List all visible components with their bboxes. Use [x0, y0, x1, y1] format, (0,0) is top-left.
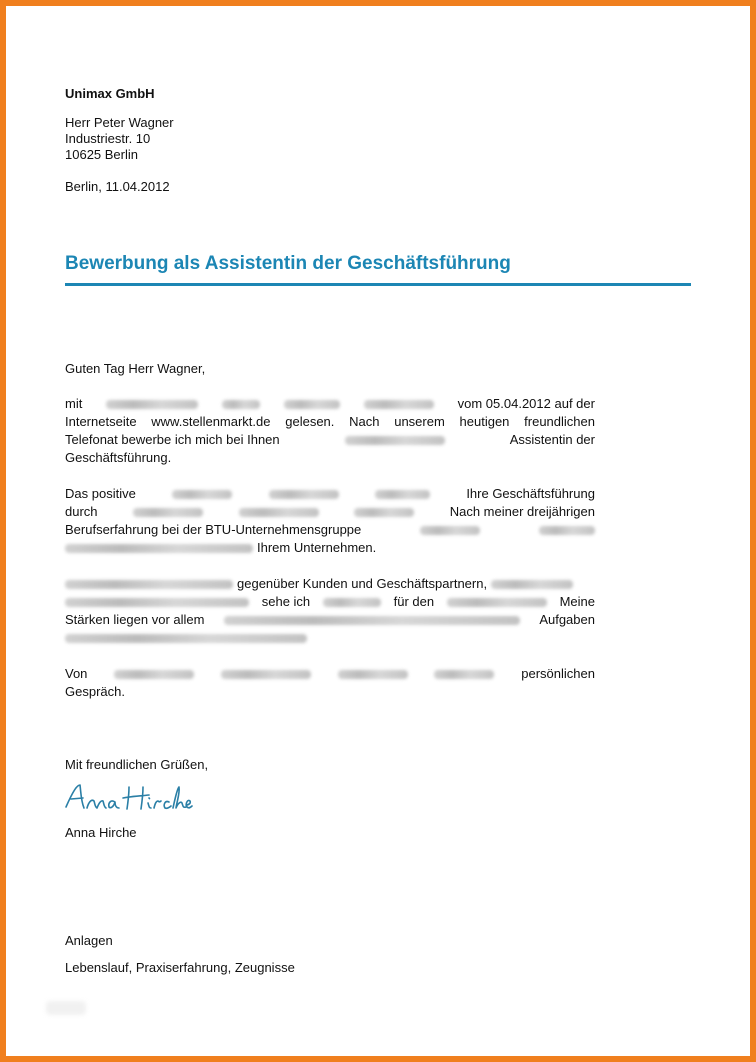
recipient-street: Industriestr. 10: [65, 131, 151, 146]
attachments-label: Anlagen: [65, 933, 113, 948]
p1-word: unserem: [394, 414, 445, 429]
redacted-text: [447, 598, 547, 607]
p1-text: Assistentin der: [509, 432, 595, 447]
redacted-text: [269, 490, 339, 499]
redacted-text: [65, 544, 253, 553]
p3-text: gegenüber Kunden und Geschäftspartnern,: [237, 576, 488, 591]
p1-text: Geschäftsführung.: [65, 450, 172, 465]
redacted-text: [172, 490, 232, 499]
p2-text: durch: [65, 504, 98, 519]
recipient-city: 10625 Berlin: [65, 147, 138, 162]
faint-watermark: [46, 1001, 86, 1015]
redacted-text: [434, 670, 494, 679]
redacted-text: [65, 580, 233, 589]
redacted-text: [65, 598, 249, 607]
redacted-text: [239, 508, 319, 517]
redacted-text: [364, 400, 434, 409]
subject-heading: Bewerbung als Assistentin der Geschäftsführung: [65, 253, 511, 274]
redacted-text: [106, 400, 198, 409]
p2-text: Das positive: [65, 486, 136, 501]
letter-page: [6, 6, 750, 1056]
redacted-text: [323, 598, 381, 607]
p3-text: für den: [393, 594, 435, 609]
p1-word: heutigen: [459, 414, 510, 429]
recipient-name: Herr Peter Wagner: [65, 115, 174, 130]
redacted-text: [345, 436, 445, 445]
p2-text: Ihrem Unternehmen.: [257, 540, 377, 555]
place-date: Berlin, 11.04.2012: [65, 179, 170, 194]
redacted-text: [224, 616, 520, 625]
p1-word: freundlichen: [524, 414, 595, 429]
p4-text: persönlichen: [521, 666, 595, 681]
subject-underline: [65, 283, 691, 286]
p3-text: Aufgaben: [539, 612, 595, 627]
p1-word: www.stellenmarkt.de: [151, 414, 271, 429]
p4-text: Gespräch.: [65, 684, 125, 699]
p3-text: sehe ich: [261, 594, 311, 609]
p1-text: Telefonat bewerbe ich mich bei Ihnen: [65, 432, 280, 447]
redacted-text: [114, 670, 194, 679]
paragraph-3: [65, 575, 595, 647]
redacted-text: [539, 526, 595, 535]
p1-word: Nach: [349, 414, 380, 429]
redacted-text: [284, 400, 340, 409]
redacted-text: [491, 580, 573, 589]
redacted-text: [65, 634, 307, 643]
p3-text: Meine: [559, 594, 595, 609]
redacted-text: [375, 490, 430, 499]
greeting: Guten Tag Herr Wagner,: [65, 361, 206, 376]
redacted-text: [338, 670, 408, 679]
p1-word: gelesen.: [285, 414, 335, 429]
company-name: Unimax GmbH: [65, 86, 155, 101]
p1-word: Internetseite: [65, 414, 137, 429]
p2-text: Ihre Geschäftsführung: [466, 486, 595, 501]
paragraph-2: [65, 485, 595, 557]
signer-name: Anna Hirche: [65, 825, 137, 840]
p2-text: Nach meiner dreijährigen: [449, 504, 595, 519]
redacted-text: [222, 400, 260, 409]
p2-text: Berufserfahrung bei der BTU-Unternehmensgruppe: [65, 522, 362, 537]
p3-text: Stärken liegen vor allem: [65, 612, 205, 627]
redacted-text: [221, 670, 311, 679]
paragraph-1: [65, 395, 595, 467]
handwritten-signature: [63, 781, 193, 821]
redacted-text: [420, 526, 480, 535]
p1-text: mit: [65, 396, 83, 411]
paragraph-4: [65, 665, 595, 701]
p1-text: vom 05.04.2012 auf der: [457, 396, 595, 411]
redacted-text: [133, 508, 203, 517]
redacted-text: [354, 508, 414, 517]
closing-phrase: Mit freundlichen Grüßen,: [65, 757, 209, 772]
p4-text: Von: [65, 666, 88, 681]
attachments-list: Lebenslauf, Praxiserfahrung, Zeugnisse: [65, 960, 295, 975]
